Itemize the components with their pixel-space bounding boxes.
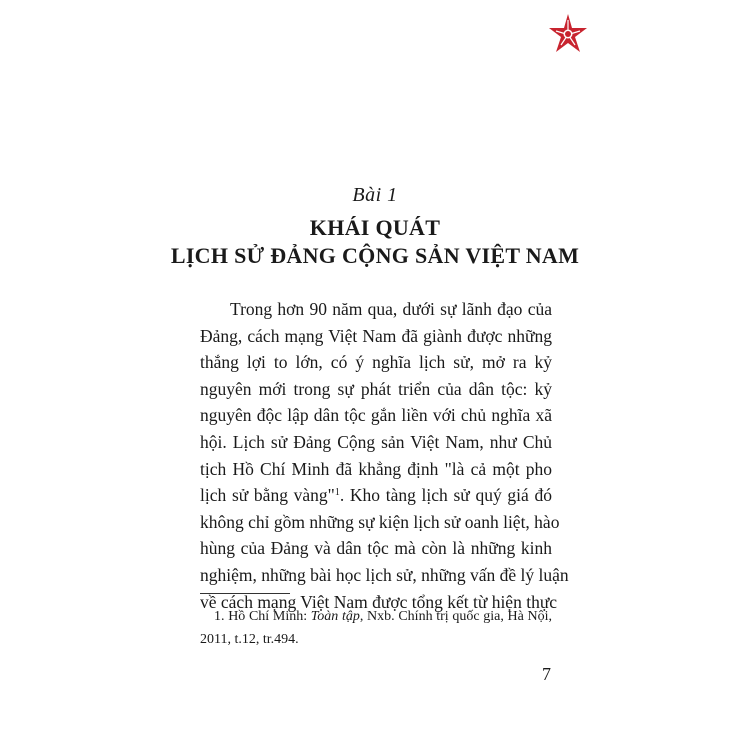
- body-line: không chỉ gồm những sự kiện lịch sử oanh liệt, hào: [200, 511, 560, 532]
- footnote-details: , Nxb. Chính trị quốc gia, Hà Nội,: [359, 609, 553, 624]
- footnote-line: [200, 605, 552, 628]
- footnote: [200, 605, 552, 651]
- footnote-author: Hồ Chí Minh:: [228, 609, 308, 624]
- body-line: Trong hơn 90 năm qua, dưới sự lãnh đạo của: [230, 299, 552, 319]
- body-line: hùng của Đảng và dân tộc mà còn là những kinh: [200, 538, 552, 559]
- chapter-title-line2: LỊCH SỬ ĐẢNG CỘNG SẢN VIỆT NAM: [170, 243, 580, 268]
- body-line: nghiệm, những bài học lịch sử, những vấn đề lý luận: [200, 564, 569, 585]
- body-line: nguyên độc lập dân tộc gắn liền với chủ nghĩa xã: [200, 405, 552, 426]
- page-number: 7: [542, 664, 551, 684]
- body-line: tịch Hồ Chí Minh đã khẳng định "là cả một pho: [200, 458, 552, 479]
- body-paragraph: [200, 296, 569, 615]
- lesson-label: Bài 1: [352, 184, 398, 206]
- footnote-divider: [200, 593, 290, 594]
- body-text-fragment: . Kho tàng lịch sử quý giá đó: [339, 485, 552, 506]
- body-line: về cách mạng Việt Nam được tổng kết từ hiện thực: [200, 591, 558, 612]
- body-line: Đảng, cách mạng Việt Nam đã giành được những: [200, 325, 552, 346]
- footnote-line: 2011, t.12, tr.494.: [200, 632, 299, 647]
- body-text-fragment: lịch sử bằng vàng": [200, 485, 335, 506]
- body-line: thắng lợi to lớn, có ý nghĩa lịch sử, mở ra kỷ: [200, 352, 552, 373]
- footnote-number: 1.: [214, 609, 225, 624]
- body-line: nguyên mới trong sự phát triển của dân tộc: kỷ: [200, 378, 552, 399]
- footnote-reference: 1: [334, 487, 340, 499]
- chapter-title-line1: KHÁI QUÁT: [309, 215, 441, 240]
- party-star-emblem-icon: [546, 12, 590, 56]
- body-line-with-footnote: [200, 482, 552, 509]
- footnote-work-title: Toàn tập: [310, 609, 360, 624]
- body-line: hội. Lịch sử Đảng Cộng sản Việt Nam, như Chủ: [200, 431, 552, 452]
